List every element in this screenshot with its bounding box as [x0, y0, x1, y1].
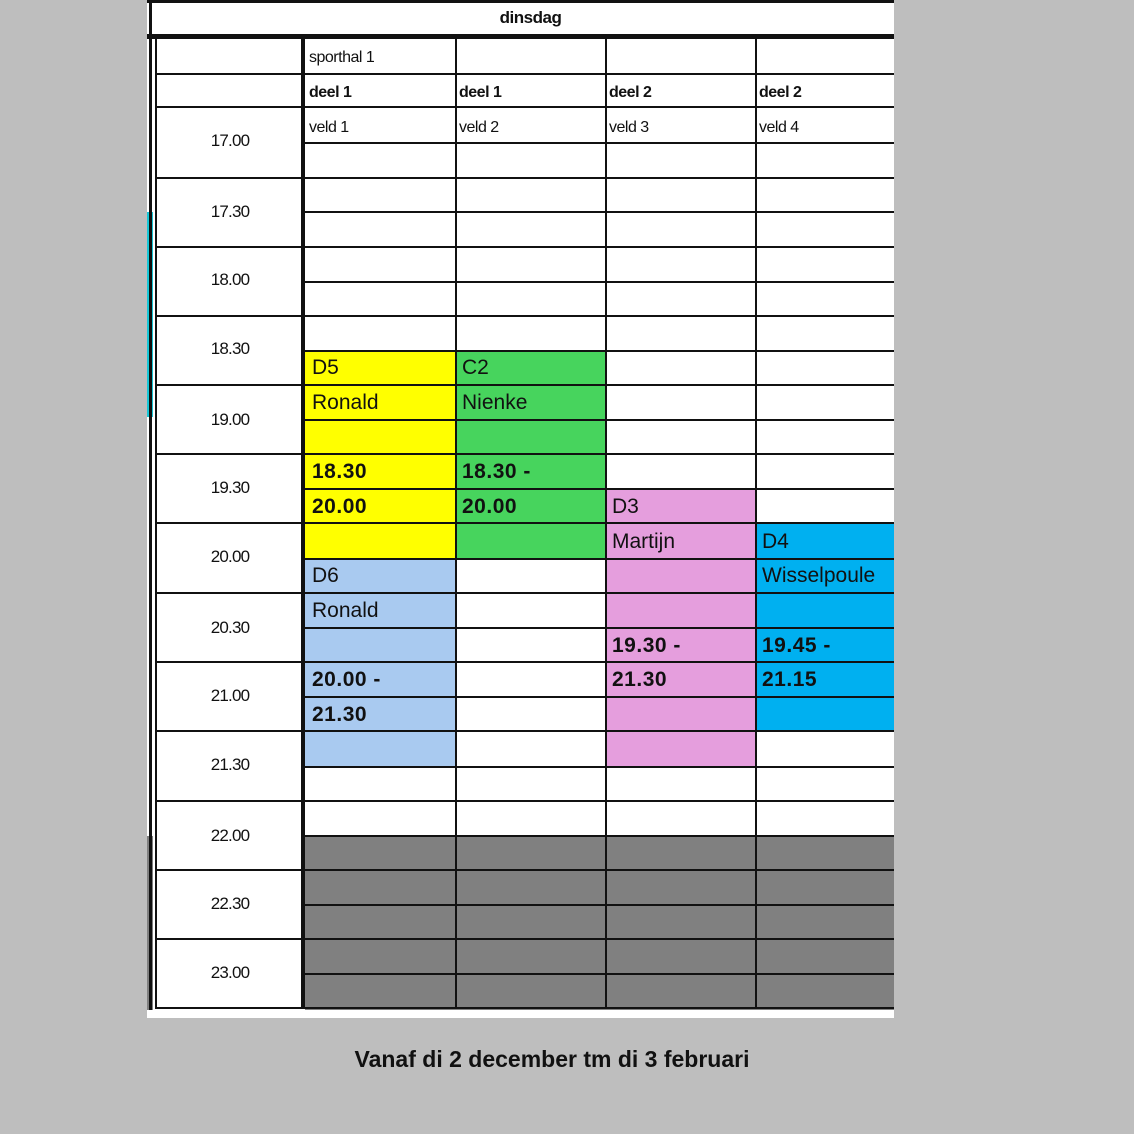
block-d5-team: D5: [312, 356, 339, 379]
bottom-border: [155, 1007, 894, 1009]
grid-line: [305, 904, 894, 906]
block-d4-team: D4: [762, 530, 789, 553]
block-d6-end: 21.30: [312, 703, 368, 726]
block-d6-coach: Ronald: [312, 599, 379, 622]
col2-part: deel 1: [459, 84, 502, 101]
location-label: sporthal 1: [309, 49, 375, 66]
time-label: 20.00: [210, 547, 250, 566]
col4-part: deel 2: [759, 84, 802, 101]
grid-line: [155, 246, 894, 248]
time-label: 21.00: [210, 686, 250, 705]
unavailable-area: [305, 836, 894, 1010]
col3-part: deel 2: [609, 84, 652, 101]
grid-line: [305, 419, 894, 421]
block-c2-end: 20.00: [462, 495, 518, 518]
grid-line: [155, 938, 894, 940]
block-c2-start: 18.30 -: [462, 460, 531, 483]
time-label: 19.30: [210, 478, 250, 497]
time-label: 17.00: [210, 131, 250, 150]
left-border: [149, 0, 152, 1010]
grid-line: [455, 37, 457, 1009]
grid-line: [605, 37, 607, 1009]
time-column-border: [301, 37, 305, 1009]
time-label: 22.00: [210, 826, 250, 845]
grid-line: [155, 177, 894, 179]
grid-line: [305, 142, 894, 144]
grid-line: [305, 696, 894, 698]
grid-line: [155, 730, 894, 732]
grid-line: [305, 835, 894, 837]
time-label: 18.30: [210, 339, 250, 358]
block-d3-coach: Martijn: [612, 530, 676, 553]
grid-line: [305, 211, 894, 213]
block-d3-end: 21.30: [612, 668, 668, 691]
grid-line: [155, 315, 894, 317]
grid-line: [755, 37, 757, 1009]
day-header: dinsdag: [499, 8, 562, 27]
block-d4-coach: Wisselpoule: [762, 564, 876, 587]
col2-field: veld 2: [459, 119, 499, 136]
time-label: 17.30: [210, 202, 250, 221]
grid-line: [305, 973, 894, 975]
date-range-caption: Vanaf di 2 december tm di 3 februari: [354, 1046, 750, 1072]
col4-field: veld 4: [759, 119, 799, 136]
block-c2-team: C2: [462, 356, 489, 379]
grid-line: [155, 592, 894, 594]
block-d5-coach: Ronald: [312, 391, 379, 414]
grid-line: [305, 281, 894, 283]
grid-line: [155, 661, 894, 663]
grid-line: [155, 453, 894, 455]
block-d6-start: 20.00 -: [312, 668, 381, 691]
col1-part: deel 1: [309, 84, 352, 101]
grid-line: [155, 106, 894, 108]
time-label: 22.30: [210, 894, 250, 913]
grid-line: [305, 350, 894, 352]
block-d3-team: D3: [612, 495, 639, 518]
block-d6-team: D6: [312, 564, 339, 587]
grid-line: [155, 37, 157, 1009]
top-border: [147, 0, 894, 3]
grid-line: [155, 522, 894, 524]
time-label: 20.30: [210, 618, 250, 637]
col3-field: veld 3: [609, 119, 649, 136]
time-label: 21.30: [210, 755, 250, 774]
block-d5-start: 18.30: [312, 460, 368, 483]
grid-line: [155, 800, 894, 802]
grid-line: [155, 869, 894, 871]
time-label: 19.00: [210, 410, 250, 429]
grid-line: [305, 627, 894, 629]
grid-line: [155, 384, 894, 386]
header-separator: [147, 34, 894, 39]
grid-line: [305, 558, 894, 560]
schedule-sheet: [147, 0, 894, 1018]
block-d4-end: 21.15: [762, 668, 818, 691]
block-d3-start: 19.30 -: [612, 634, 681, 657]
time-label: 18.00: [210, 270, 250, 289]
grid-line: [305, 766, 894, 768]
block-c2-coach: Nienke: [462, 391, 528, 414]
grid-line: [305, 488, 894, 490]
block-d4-start: 19.45 -: [762, 634, 831, 657]
col1-field: veld 1: [309, 119, 349, 136]
time-label: 23.00: [210, 963, 250, 982]
grid-line: [155, 73, 894, 75]
block-d5-end: 20.00: [312, 495, 368, 518]
